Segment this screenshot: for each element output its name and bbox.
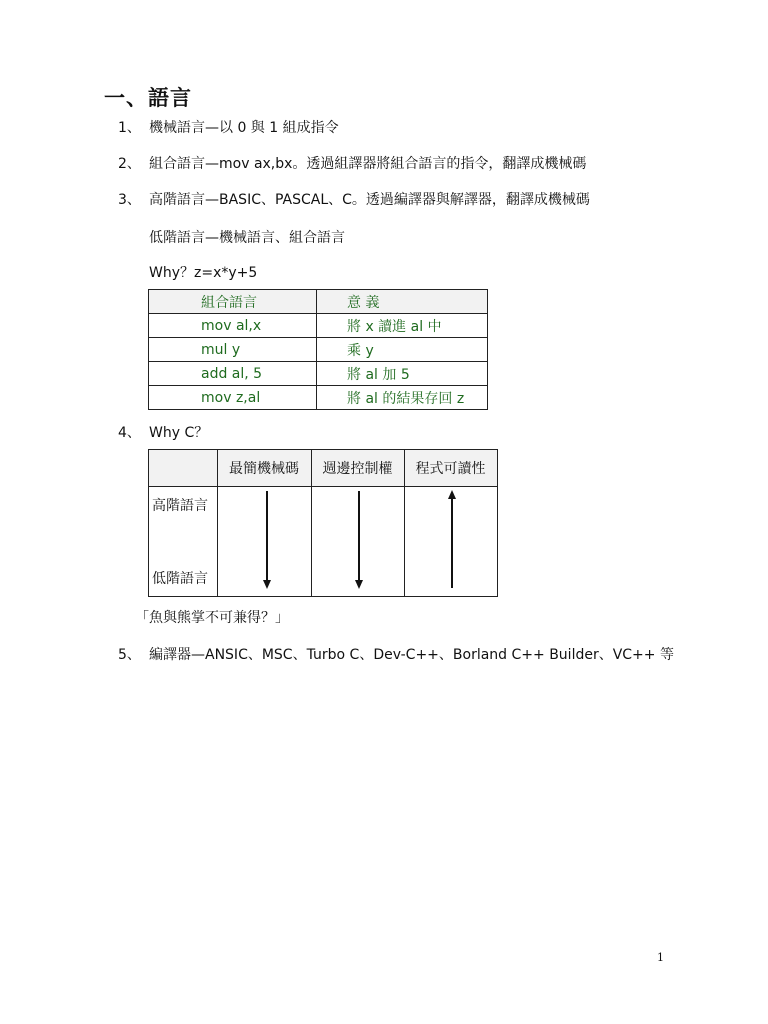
- up-arrow-line: [451, 498, 453, 588]
- row-label-low: 低階語言: [152, 571, 208, 587]
- table-cell: mul y: [149, 338, 317, 362]
- item-text: 高階語言—BASIC、PASCAL、C。透過編譯器與解譯器，翻譯成機械碼: [149, 192, 590, 208]
- why-formula: Why？z=x*y+5: [149, 265, 258, 281]
- table-cell: mov z,al: [149, 386, 317, 410]
- table-cell: 將 x 讀進 al 中: [317, 314, 488, 338]
- table-cell: add al, 5: [149, 362, 317, 386]
- table-header-cell: 組合語言: [149, 290, 317, 314]
- item-number: 4、: [118, 425, 141, 441]
- table-cell: 乘 y: [317, 338, 488, 362]
- item-number: 3、: [118, 192, 141, 208]
- table-row: [149, 386, 488, 410]
- quote: 「魚與熊掌不可兼得？」: [135, 610, 289, 626]
- item-text: 機械語言—以 0 與 1 組成指令: [149, 120, 339, 136]
- assembly-table: [148, 289, 488, 410]
- table-row: [149, 338, 488, 362]
- item-number: 5、: [118, 647, 141, 663]
- down-arrow-icon: [263, 580, 271, 589]
- down-arrow-icon: [355, 580, 363, 589]
- table-row: [149, 362, 488, 386]
- table-cell: 將 al 加 5: [317, 362, 488, 386]
- low-level-note: 低階語言—機械語言、組合語言: [149, 230, 345, 246]
- row-label-high: 高階語言: [152, 498, 208, 514]
- item-number: 1、: [118, 120, 141, 136]
- table-header-cell: 週邊控制權: [322, 461, 393, 477]
- table-header-row: [149, 290, 488, 314]
- comparison-table: [148, 449, 498, 597]
- down-arrow-line: [358, 491, 360, 581]
- page-number: 1: [657, 951, 664, 964]
- item-text: 編譯器—ANSIC、MSC、Turbo C、Dev-C++、Borland C++ Builder、VC++ 等: [149, 647, 674, 663]
- table-row: [149, 314, 488, 338]
- table-cell: mov al,x: [149, 314, 317, 338]
- item-text: Why C？: [149, 425, 209, 441]
- table-header-cell: 程式可讀性: [415, 461, 486, 477]
- down-arrow-line: [266, 491, 268, 581]
- table-cell: 將 al 的結果存回 z: [317, 386, 488, 410]
- table-header-cell: 最簡機械碼: [229, 461, 299, 477]
- section-heading: 一、語言: [104, 85, 192, 110]
- table-header-cell: 意 義: [317, 290, 488, 314]
- item-text: 組合語言—mov ax,bx。透過組譯器將組合語言的指令，翻譯成機械碼: [149, 156, 587, 172]
- item-number: 2、: [118, 156, 141, 172]
